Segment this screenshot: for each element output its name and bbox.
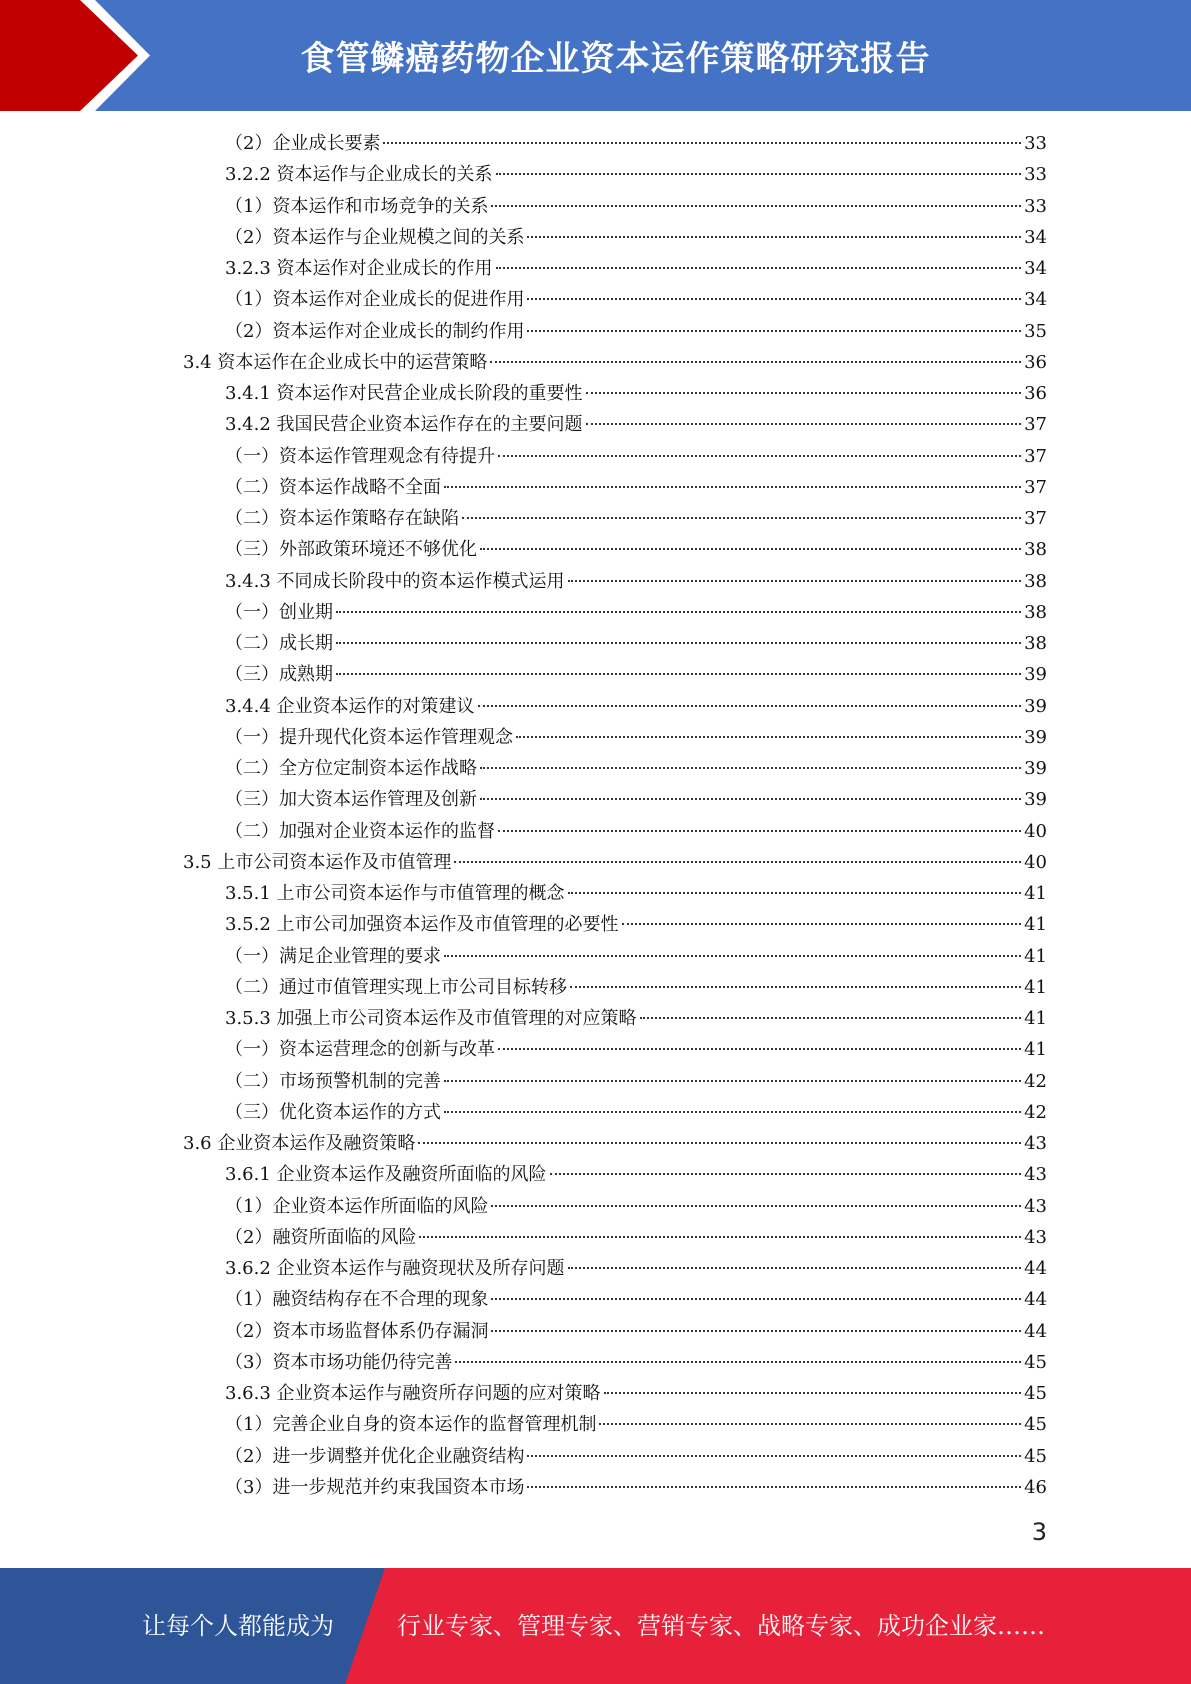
toc-entry-label: （2）融资所面临的风险 bbox=[225, 1226, 417, 1248]
toc-entry-page: 38 bbox=[1024, 539, 1047, 561]
toc-entry-label: 3.2.2 资本运作与企业成长的关系 bbox=[225, 164, 493, 186]
toc-entry-label: （1）资本运作对企业成长的促进作用 bbox=[225, 289, 525, 311]
toc-entry-page: 40 bbox=[1024, 820, 1047, 842]
toc-entry-page: 41 bbox=[1024, 1039, 1047, 1061]
toc-dot-leader bbox=[599, 1423, 1021, 1425]
toc-entry-label: （2）资本运作与企业规模之间的关系 bbox=[225, 226, 525, 248]
toc-dot-leader bbox=[418, 1142, 1021, 1144]
toc-entry-page: 43 bbox=[1024, 1133, 1047, 1154]
toc-entry-page: 45 bbox=[1024, 1383, 1047, 1404]
toc-entry[interactable] bbox=[225, 753, 1047, 784]
toc-dot-leader bbox=[336, 673, 1021, 675]
page-footer bbox=[0, 1568, 1191, 1684]
footer-slogan-left: 让每个人都能成为 bbox=[142, 1612, 334, 1640]
toc-entry-page: 39 bbox=[1024, 664, 1047, 686]
toc-entry-label: （1）资本运作和市场竞争的关系 bbox=[225, 195, 489, 217]
toc-dot-leader bbox=[516, 736, 1021, 738]
toc-entry-page: 44 bbox=[1024, 1258, 1047, 1279]
toc-entry-label: （2）企业成长要素 bbox=[225, 133, 381, 154]
toc-entry[interactable] bbox=[225, 472, 1047, 503]
toc-dot-leader bbox=[444, 1080, 1021, 1082]
toc-entry-page: 33 bbox=[1024, 164, 1047, 186]
toc-entry[interactable] bbox=[225, 1003, 1047, 1034]
footer-slogan-right: 行业专家、管理专家、营销专家、战略专家、成功企业家…… bbox=[397, 1612, 1045, 1640]
toc-dot-leader bbox=[586, 423, 1022, 425]
toc-dot-leader bbox=[491, 1330, 1021, 1332]
toc-entry[interactable] bbox=[225, 316, 1047, 347]
toc-entry[interactable] bbox=[225, 284, 1047, 315]
toc-dot-leader bbox=[604, 1392, 1022, 1394]
header-chevron-arrow-icon bbox=[0, 0, 138, 111]
toc-entry[interactable] bbox=[183, 1128, 1047, 1159]
toc-entry-page: 43 bbox=[1024, 1164, 1047, 1186]
toc-entry-page: 36 bbox=[1024, 383, 1047, 404]
toc-entry[interactable] bbox=[225, 941, 1047, 972]
toc-entry-page: 44 bbox=[1024, 1289, 1047, 1311]
toc-entry[interactable] bbox=[225, 1034, 1047, 1065]
toc-entry-page: 45 bbox=[1024, 1414, 1047, 1436]
toc-entry[interactable] bbox=[225, 1441, 1047, 1472]
toc-entry-label: （二）全方位定制资本运作战略 bbox=[225, 758, 477, 779]
toc-entry[interactable] bbox=[225, 1253, 1047, 1284]
toc-dot-leader bbox=[570, 986, 1021, 988]
toc-entry-page: 37 bbox=[1024, 445, 1047, 467]
toc-entry-label: （一）创业期 bbox=[225, 601, 333, 623]
toc-entry-page: 38 bbox=[1024, 570, 1047, 592]
toc-entry[interactable] bbox=[225, 909, 1047, 940]
toc-dot-leader bbox=[491, 1298, 1021, 1300]
toc-entry[interactable] bbox=[225, 1316, 1047, 1347]
toc-entry-label: （三）优化资本运作的方式 bbox=[225, 1101, 441, 1123]
toc-dot-leader bbox=[444, 955, 1021, 957]
toc-entry-label: （二）资本运作策略存在缺陷 bbox=[225, 508, 459, 529]
toc-dot-leader bbox=[640, 1017, 1022, 1019]
toc-entry-page: 42 bbox=[1024, 1101, 1047, 1123]
toc-entry-page: 41 bbox=[1024, 883, 1047, 904]
toc-entry[interactable] bbox=[225, 503, 1047, 534]
toc-entry-label: （二）通过市值管理实现上市公司目标转移 bbox=[225, 976, 567, 998]
toc-entry[interactable] bbox=[225, 1222, 1047, 1253]
toc-entry[interactable] bbox=[225, 222, 1047, 253]
toc-entry[interactable] bbox=[225, 128, 1047, 159]
toc-dot-leader bbox=[491, 205, 1021, 207]
toc-entry-page: 44 bbox=[1024, 1320, 1047, 1342]
page-number: 3 bbox=[1031, 1518, 1047, 1546]
toc-dot-leader bbox=[336, 642, 1021, 644]
toc-entry[interactable] bbox=[225, 534, 1047, 565]
toc-entry-page: 34 bbox=[1024, 226, 1047, 248]
toc-dot-leader bbox=[480, 548, 1021, 550]
toc-entry[interactable] bbox=[225, 1378, 1047, 1409]
toc-entry[interactable] bbox=[225, 972, 1047, 1003]
toc-dot-leader bbox=[444, 486, 1021, 488]
toc-entry-page: 39 bbox=[1024, 726, 1047, 748]
toc-entry[interactable] bbox=[225, 659, 1047, 690]
toc-entry[interactable] bbox=[225, 409, 1047, 440]
toc-dot-leader bbox=[455, 1361, 1021, 1363]
toc-entry-page: 43 bbox=[1024, 1226, 1047, 1248]
toc-entry-page: 42 bbox=[1024, 1070, 1047, 1092]
toc-entry-page: 37 bbox=[1024, 508, 1047, 529]
toc-entry-label: 3.6.3 企业资本运作与融资所存问题的应对策略 bbox=[225, 1383, 601, 1404]
toc-entry-page: 38 bbox=[1024, 601, 1047, 623]
toc-entry-label: （3）进一步规范并约束我国资本市场 bbox=[225, 1476, 525, 1498]
toc-entry-label: （三）成熟期 bbox=[225, 664, 333, 686]
toc-entry[interactable] bbox=[225, 1472, 1047, 1503]
toc-dot-leader bbox=[527, 298, 1021, 300]
toc-dot-leader bbox=[586, 392, 1022, 394]
toc-dot-leader bbox=[444, 1111, 1021, 1113]
toc-entry-page: 41 bbox=[1024, 914, 1047, 936]
toc-entry-label: （三）加大资本运作管理及创新 bbox=[225, 789, 477, 811]
toc-entry[interactable] bbox=[225, 722, 1047, 753]
toc-entry[interactable] bbox=[183, 847, 1047, 878]
toc-entry-label: （二）加强对企业资本运作的监督 bbox=[225, 820, 495, 842]
toc-entry-label: 3.4.4 企业资本运作的对策建议 bbox=[225, 695, 475, 717]
toc-entry[interactable] bbox=[225, 378, 1047, 409]
toc-entry-label: （二）资本运作战略不全面 bbox=[225, 476, 441, 498]
toc-dot-leader bbox=[498, 830, 1021, 832]
toc-entry[interactable] bbox=[225, 159, 1047, 190]
toc-entry-page: 34 bbox=[1024, 258, 1047, 279]
toc-entry-label: （一）提升现代化资本运作管理观念 bbox=[225, 726, 513, 748]
toc-entry-label: （一）满足企业管理的要求 bbox=[225, 945, 441, 967]
toc-entry-page: 40 bbox=[1024, 851, 1047, 873]
toc-entry-label: 3.4 资本运作在企业成长中的运营策略 bbox=[183, 351, 488, 373]
toc-dot-leader bbox=[496, 267, 1022, 269]
toc-entry[interactable] bbox=[225, 878, 1047, 909]
toc-dot-leader bbox=[568, 580, 1022, 582]
toc-entry-label: （一）资本运作管理观念有待提升 bbox=[225, 445, 495, 467]
toc-entry[interactable] bbox=[183, 347, 1047, 378]
toc-dot-leader bbox=[480, 767, 1021, 769]
toc-entry[interactable] bbox=[225, 816, 1047, 847]
toc-entry-label: 3.4.1 资本运作对民营企业成长阶段的重要性 bbox=[225, 383, 583, 404]
toc-entry-label: （2）资本市场监督体系仍存漏洞 bbox=[225, 1320, 489, 1342]
toc-dot-leader bbox=[419, 1236, 1021, 1238]
toc-entry-label: （2）进一步调整并优化企业融资结构 bbox=[225, 1445, 525, 1467]
toc-entry[interactable] bbox=[225, 1409, 1047, 1440]
toc-dot-leader bbox=[498, 455, 1021, 457]
toc-entry-page: 36 bbox=[1024, 351, 1047, 373]
toc-dot-leader bbox=[527, 1455, 1021, 1457]
toc-entry-label: 3.6.2 企业资本运作与融资现状及所存问题 bbox=[225, 1258, 565, 1279]
toc-entry-page: 33 bbox=[1024, 195, 1047, 217]
toc-dot-leader bbox=[527, 330, 1021, 332]
toc-entry-label: 3.4.2 我国民营企业资本运作存在的主要问题 bbox=[225, 414, 583, 436]
toc-entry-page: 39 bbox=[1024, 695, 1047, 717]
toc-dot-leader bbox=[622, 923, 1022, 925]
toc-entry-page: 35 bbox=[1024, 320, 1047, 342]
toc-entry-page: 41 bbox=[1024, 976, 1047, 998]
toc-entry-page: 33 bbox=[1024, 133, 1047, 154]
toc-entry-label: 3.5.1 上市公司资本运作与市值管理的概念 bbox=[225, 883, 565, 904]
toc-entry-page: 39 bbox=[1024, 789, 1047, 811]
toc-entry[interactable] bbox=[225, 691, 1047, 722]
toc-entry[interactable] bbox=[225, 441, 1047, 472]
toc-entry-label: 3.5 上市公司资本运作及市值管理 bbox=[183, 851, 452, 873]
toc-dot-leader bbox=[478, 705, 1022, 707]
toc-entry[interactable] bbox=[225, 597, 1047, 628]
toc-entry-page: 39 bbox=[1024, 758, 1047, 779]
toc-dot-leader bbox=[490, 361, 1021, 363]
toc-entry-label: （1）融资结构存在不合理的现象 bbox=[225, 1289, 489, 1311]
page-header bbox=[0, 0, 1191, 111]
toc-dot-leader bbox=[491, 1205, 1021, 1207]
toc-entry-page: 45 bbox=[1024, 1351, 1047, 1373]
toc-entry-page: 34 bbox=[1024, 289, 1047, 311]
toc-entry[interactable] bbox=[225, 1066, 1047, 1097]
toc-dot-leader bbox=[527, 1486, 1021, 1488]
toc-entry-label: 3.5.3 加强上市公司资本运作及市值管理的对应策略 bbox=[225, 1008, 637, 1029]
toc-dot-leader bbox=[498, 1048, 1021, 1050]
toc-entry-page: 43 bbox=[1024, 1195, 1047, 1217]
toc-entry-label: 3.2.3 资本运作对企业成长的作用 bbox=[225, 258, 493, 279]
toc-entry-label: 3.4.3 不同成长阶段中的资本运作模式运用 bbox=[225, 570, 565, 592]
toc-dot-leader bbox=[336, 611, 1021, 613]
toc-entry[interactable] bbox=[225, 253, 1047, 284]
toc-entry-label: （二）成长期 bbox=[225, 633, 333, 654]
toc-dot-leader bbox=[527, 236, 1021, 238]
toc-entry-label: （1）企业资本运作所面临的风险 bbox=[225, 1195, 489, 1217]
toc-dot-leader bbox=[568, 892, 1022, 894]
toc-dot-leader bbox=[462, 517, 1021, 519]
toc-entry[interactable] bbox=[225, 1284, 1047, 1315]
toc-entry-label: （1）完善企业自身的资本运作的监督管理机制 bbox=[225, 1414, 597, 1436]
toc-dot-leader bbox=[550, 1173, 1022, 1175]
toc-entry[interactable] bbox=[225, 1097, 1047, 1128]
report-title: 食管鳞癌药物企业资本运作策略研究报告 bbox=[300, 39, 931, 79]
toc-entry-label: 3.6 企业资本运作及融资策略 bbox=[183, 1133, 416, 1154]
toc-entry-page: 45 bbox=[1024, 1445, 1047, 1467]
toc-entry[interactable] bbox=[225, 566, 1047, 597]
toc-entry-label: （二）市场预警机制的完善 bbox=[225, 1070, 441, 1092]
toc-entry-label: 3.5.2 上市公司加强资本运作及市值管理的必要性 bbox=[225, 914, 619, 936]
toc-entry-label: （3）资本市场功能仍待完善 bbox=[225, 1351, 453, 1373]
toc-dot-leader bbox=[454, 861, 1021, 863]
toc-entry-label: （一）资本运营理念的创新与改革 bbox=[225, 1039, 495, 1061]
toc-dot-leader bbox=[568, 1267, 1022, 1269]
toc-dot-leader bbox=[496, 173, 1022, 175]
toc-entry[interactable] bbox=[225, 1159, 1047, 1190]
toc-entry-page: 37 bbox=[1024, 476, 1047, 498]
toc-entry[interactable] bbox=[225, 784, 1047, 815]
toc-entry-page: 41 bbox=[1024, 945, 1047, 967]
toc-entry-page: 46 bbox=[1024, 1476, 1047, 1498]
toc-entry-page: 38 bbox=[1024, 633, 1047, 654]
toc-entry-page: 37 bbox=[1024, 414, 1047, 436]
toc-entry[interactable] bbox=[225, 628, 1047, 659]
toc-dot-leader bbox=[480, 798, 1021, 800]
toc-entry[interactable] bbox=[225, 1347, 1047, 1378]
toc-dot-leader bbox=[383, 142, 1021, 144]
toc-entry-label: （2）资本运作对企业成长的制约作用 bbox=[225, 320, 525, 342]
toc-entry-page: 41 bbox=[1024, 1008, 1047, 1029]
toc-entry[interactable] bbox=[225, 191, 1047, 222]
toc-entry-label: 3.6.1 企业资本运作及融资所面临的风险 bbox=[225, 1164, 547, 1186]
toc-entry[interactable] bbox=[225, 1191, 1047, 1222]
toc-entry-label: （三）外部政策环境还不够优化 bbox=[225, 539, 477, 561]
